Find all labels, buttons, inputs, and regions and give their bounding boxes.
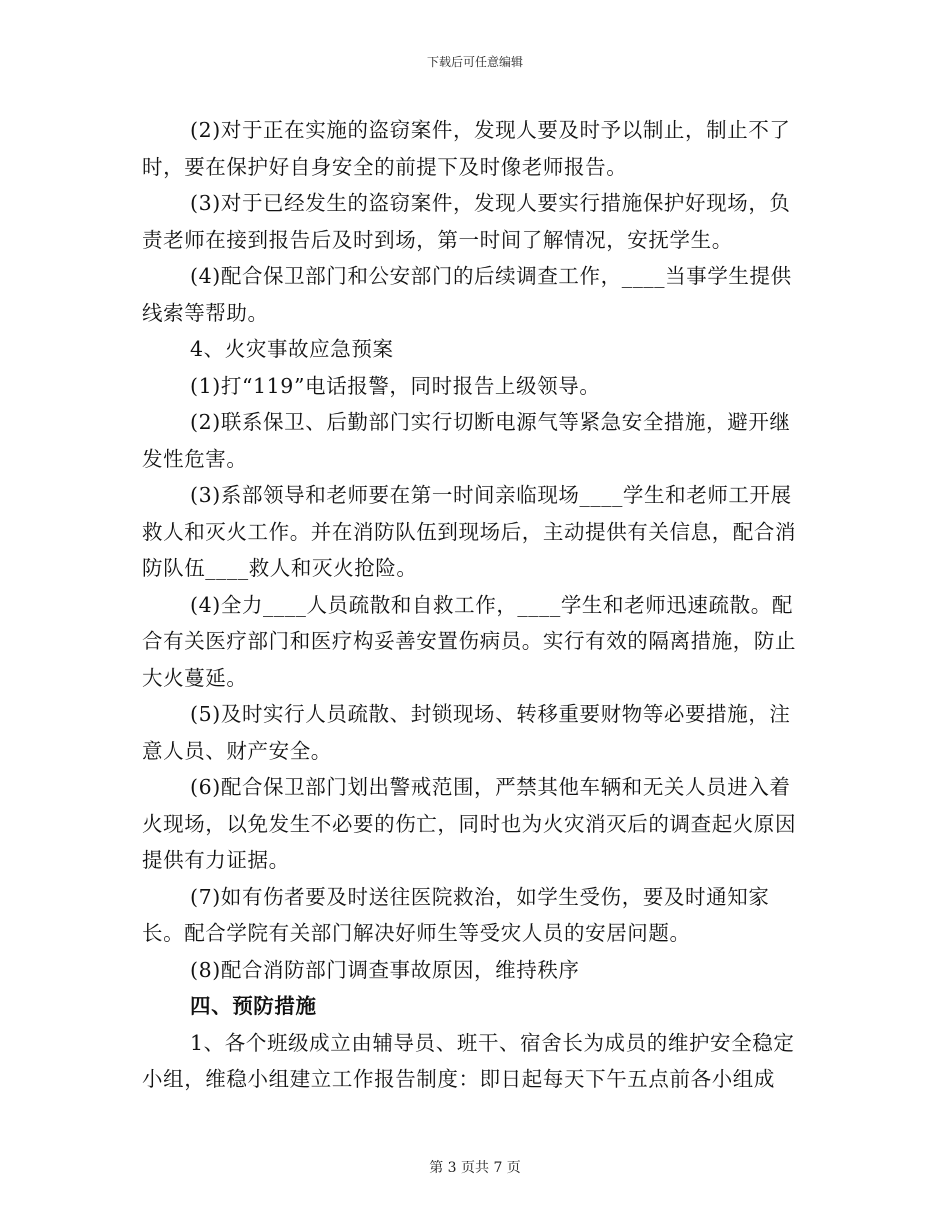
paragraph-4-cooperate-investigation: (4)配合保卫部门和公安部门的后续调查工作，____当事学生提供线索等帮助。 [142, 264, 792, 325]
paragraph-3-theft-occurred: (3)对于已经发生的盗窃案件，发现人要实行措施保护好现场，负责老师在接到报告后及时到场，第一时间了解情况，安抚学生。 [142, 191, 791, 252]
document-body [142, 112, 810, 1098]
page-footer: 第 3 页共 7 页 [429, 1160, 521, 1176]
paragraph-2-theft-in-progress: (2)对于正在实施的盗窃案件，发现人要及时予以制止，制止不了时，要在保护好自身安全的前提下及时像老师报告。 [142, 118, 791, 179]
section-fire-emergency-plan: 4、火灾事故应急预案 [190, 337, 394, 361]
page-header: 下载后可任意编辑 [426, 55, 523, 69]
paragraph-fire-3: (3)系部领导和老师要在第一时间亲临现场____学生和老师工开展救人和灭火工作。并在消防队伍到现场后，主动提供有关信息，配合消防队伍____救人和灭火抢险。 [142, 483, 797, 580]
paragraph-fire-6: (6)配合保卫部门划出警戒范围，严禁其他车辆和无关人员进入着火现场，以免发生不必要的伤亡，同时也为火灾消灭后的调查起火原因提供有力证据。 [142, 775, 797, 872]
paragraph-fire-8: (8)配合消防部门调查事故原因，维持秩序 [190, 957, 580, 982]
paragraph-fire-5: (5)及时实行人员疏散、封锁现场、转移重要财物等必要措施，注意人员、财产安全。 [142, 702, 791, 763]
section-heading-prevention: 四、预防措施 [190, 994, 317, 1018]
paragraph-fire-7: (7)如有伤者要及时送往医院救治，如学生受伤，要及时通知家长。配合学院有关部门解决好师生等受灾人员的安居问题。 [142, 884, 770, 945]
paragraph-fire-4: (4)全力____人员疏散和自救工作，____学生和老师迅速疏散。配合有关医疗部门和医疗构妥善安置伤病员。实行有效的隔离措施，防止大火蔓延。 [142, 592, 797, 690]
paragraph-prevention-1: 1、各个班级成立由辅导员、班干、宿舍长为成员的维护安全稳定小组，维稳小组建立工作报告制度：即日起每天下午五点前各小组成 [142, 1030, 795, 1091]
paragraph-fire-2: (2)联系保卫、后勤部门实行切断电源气等紧急安全措施，避开继发性危害。 [142, 410, 791, 471]
paragraph-fire-1: (1)打“119”电话报警，同时报告上级领导。 [190, 373, 601, 398]
